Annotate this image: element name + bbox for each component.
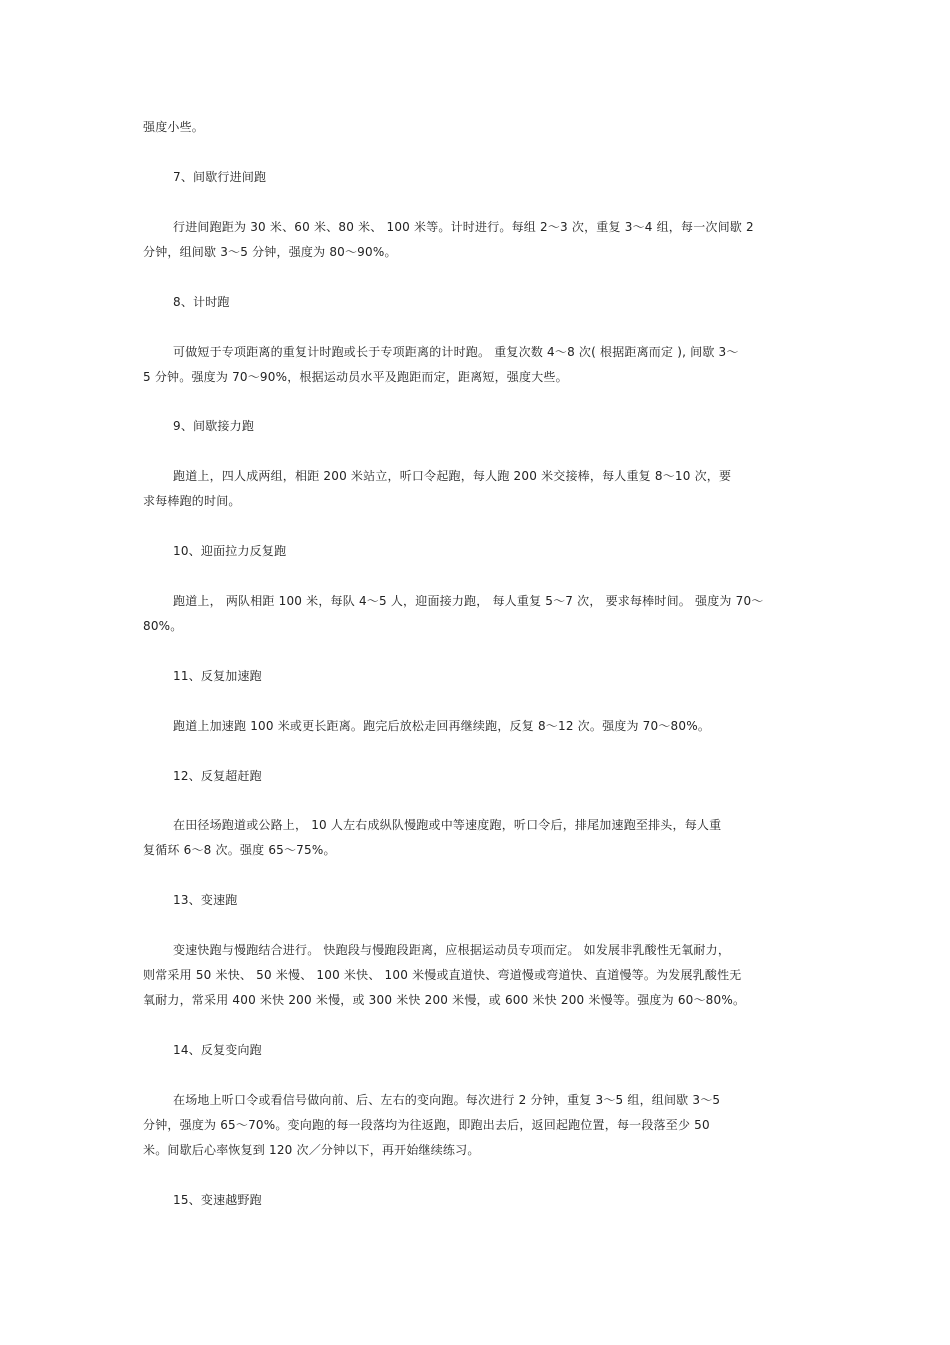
text-line: 可做短于专项距离的重复计时跑或长于专项距离的计时跑。 重复次数 4～8 次( 根据距离而定 ), 间歇 3～ bbox=[173, 345, 739, 359]
text-line: 强度小些。 bbox=[143, 120, 205, 134]
paragraph-8 bbox=[143, 340, 808, 390]
text-line: 在场地上听口令或看信号做向前、后、左右的变向跑。每次进行 2 分钟，重复 3～5 组，组间歇 3～5 bbox=[173, 1093, 721, 1107]
heading-line: 13、变速跑 bbox=[173, 893, 238, 907]
text-line: 分钟，强度为 65～70%。变向跑的每一段落均为往返跑，即跑出去后，返回起跑位置，每一段落至少 50 bbox=[143, 1118, 710, 1132]
paragraph-7 bbox=[143, 215, 808, 265]
heading-line: 12、反复超赶跑 bbox=[173, 769, 262, 783]
text-line: 变速快跑与慢跑结合进行。 快跑段与慢跑段距离，应根据运动员专项而定。 如发展非乳酸性无氧耐力， bbox=[173, 943, 731, 957]
text-line: 跑道上，四人成两组，相距 200 米站立，听口令起跑，每人跑 200 米交接棒，每人重复 8～10 次，要 bbox=[173, 469, 732, 483]
text-line: 5 分钟。强度为 70～90%，根据运动员水平及跑距而定，距离短，强度大些。 bbox=[143, 370, 568, 384]
text-line: 跑道上加速跑 100 米或更长距离。跑完后放松走回再继续跑，反复 8～12 次。强度为 70～80%。 bbox=[173, 719, 711, 733]
section-heading-12 bbox=[143, 764, 808, 789]
paragraph-14 bbox=[143, 1088, 808, 1163]
section-heading-10 bbox=[143, 539, 808, 564]
section-heading-13 bbox=[143, 888, 808, 913]
text-line: 氧耐力，常采用 400 米快 200 米慢，或 300 米快 200 米慢，或 600 米快 200 米慢等。强度为 60～80%。 bbox=[143, 993, 746, 1007]
heading-line: 7、间歇行进间跑 bbox=[173, 170, 267, 184]
section-heading-15 bbox=[143, 1188, 808, 1213]
text-line: 80%。 bbox=[143, 619, 183, 633]
paragraph-9 bbox=[143, 464, 808, 514]
heading-line: 10、迎面拉力反复跑 bbox=[173, 544, 287, 558]
section-heading-7 bbox=[143, 165, 808, 190]
section-heading-8 bbox=[143, 290, 808, 315]
section-heading-11 bbox=[143, 664, 808, 689]
text-line: 分钟，组间歇 3～5 分钟，强度为 80～90%。 bbox=[143, 245, 397, 259]
text-line: 复循环 6～8 次。强度 65～75%。 bbox=[143, 843, 336, 857]
heading-line: 8、计时跑 bbox=[173, 295, 230, 309]
paragraph-11 bbox=[143, 714, 808, 739]
heading-line: 15、变速越野跑 bbox=[173, 1193, 262, 1207]
text-line: 在田径场跑道或公路上， 10 人左右成纵队慢跑或中等速度跑，听口令后，排尾加速跑至排头，每人重 bbox=[173, 818, 722, 832]
text-line: 求每棒跑的时间。 bbox=[143, 494, 241, 508]
text-line: 跑道上， 两队相距 100 米，每队 4～5 人，迎面接力跑， 每人重复 5～7 次， 要求每棒时间。 强度为 70～ bbox=[173, 594, 764, 608]
paragraph-12 bbox=[143, 813, 808, 863]
paragraph-13 bbox=[143, 938, 808, 1013]
heading-line: 11、反复加速跑 bbox=[173, 669, 262, 683]
text-line: 则常采用 50 米快、 50 米慢、 100 米快、 100 米慢或直道快、弯道慢或弯道快、直道慢等。为发展乳酸性无 bbox=[143, 968, 742, 982]
text-line: 米。间歇后心率恢复到 120 次／分钟以下，再开始继续练习。 bbox=[143, 1143, 480, 1157]
section-heading-9 bbox=[143, 414, 808, 439]
text-line: 行进间跑距为 30 米、60 米、80 米、 100 米等。计时进行。每组 2～3 次，重复 3～4 组，每一次间歇 2 bbox=[173, 220, 754, 234]
paragraph-continuation bbox=[143, 115, 808, 140]
section-heading-14 bbox=[143, 1038, 808, 1063]
heading-line: 9、间歇接力跑 bbox=[173, 419, 255, 433]
paragraph-10 bbox=[143, 589, 808, 639]
heading-line: 14、反复变向跑 bbox=[173, 1043, 262, 1057]
